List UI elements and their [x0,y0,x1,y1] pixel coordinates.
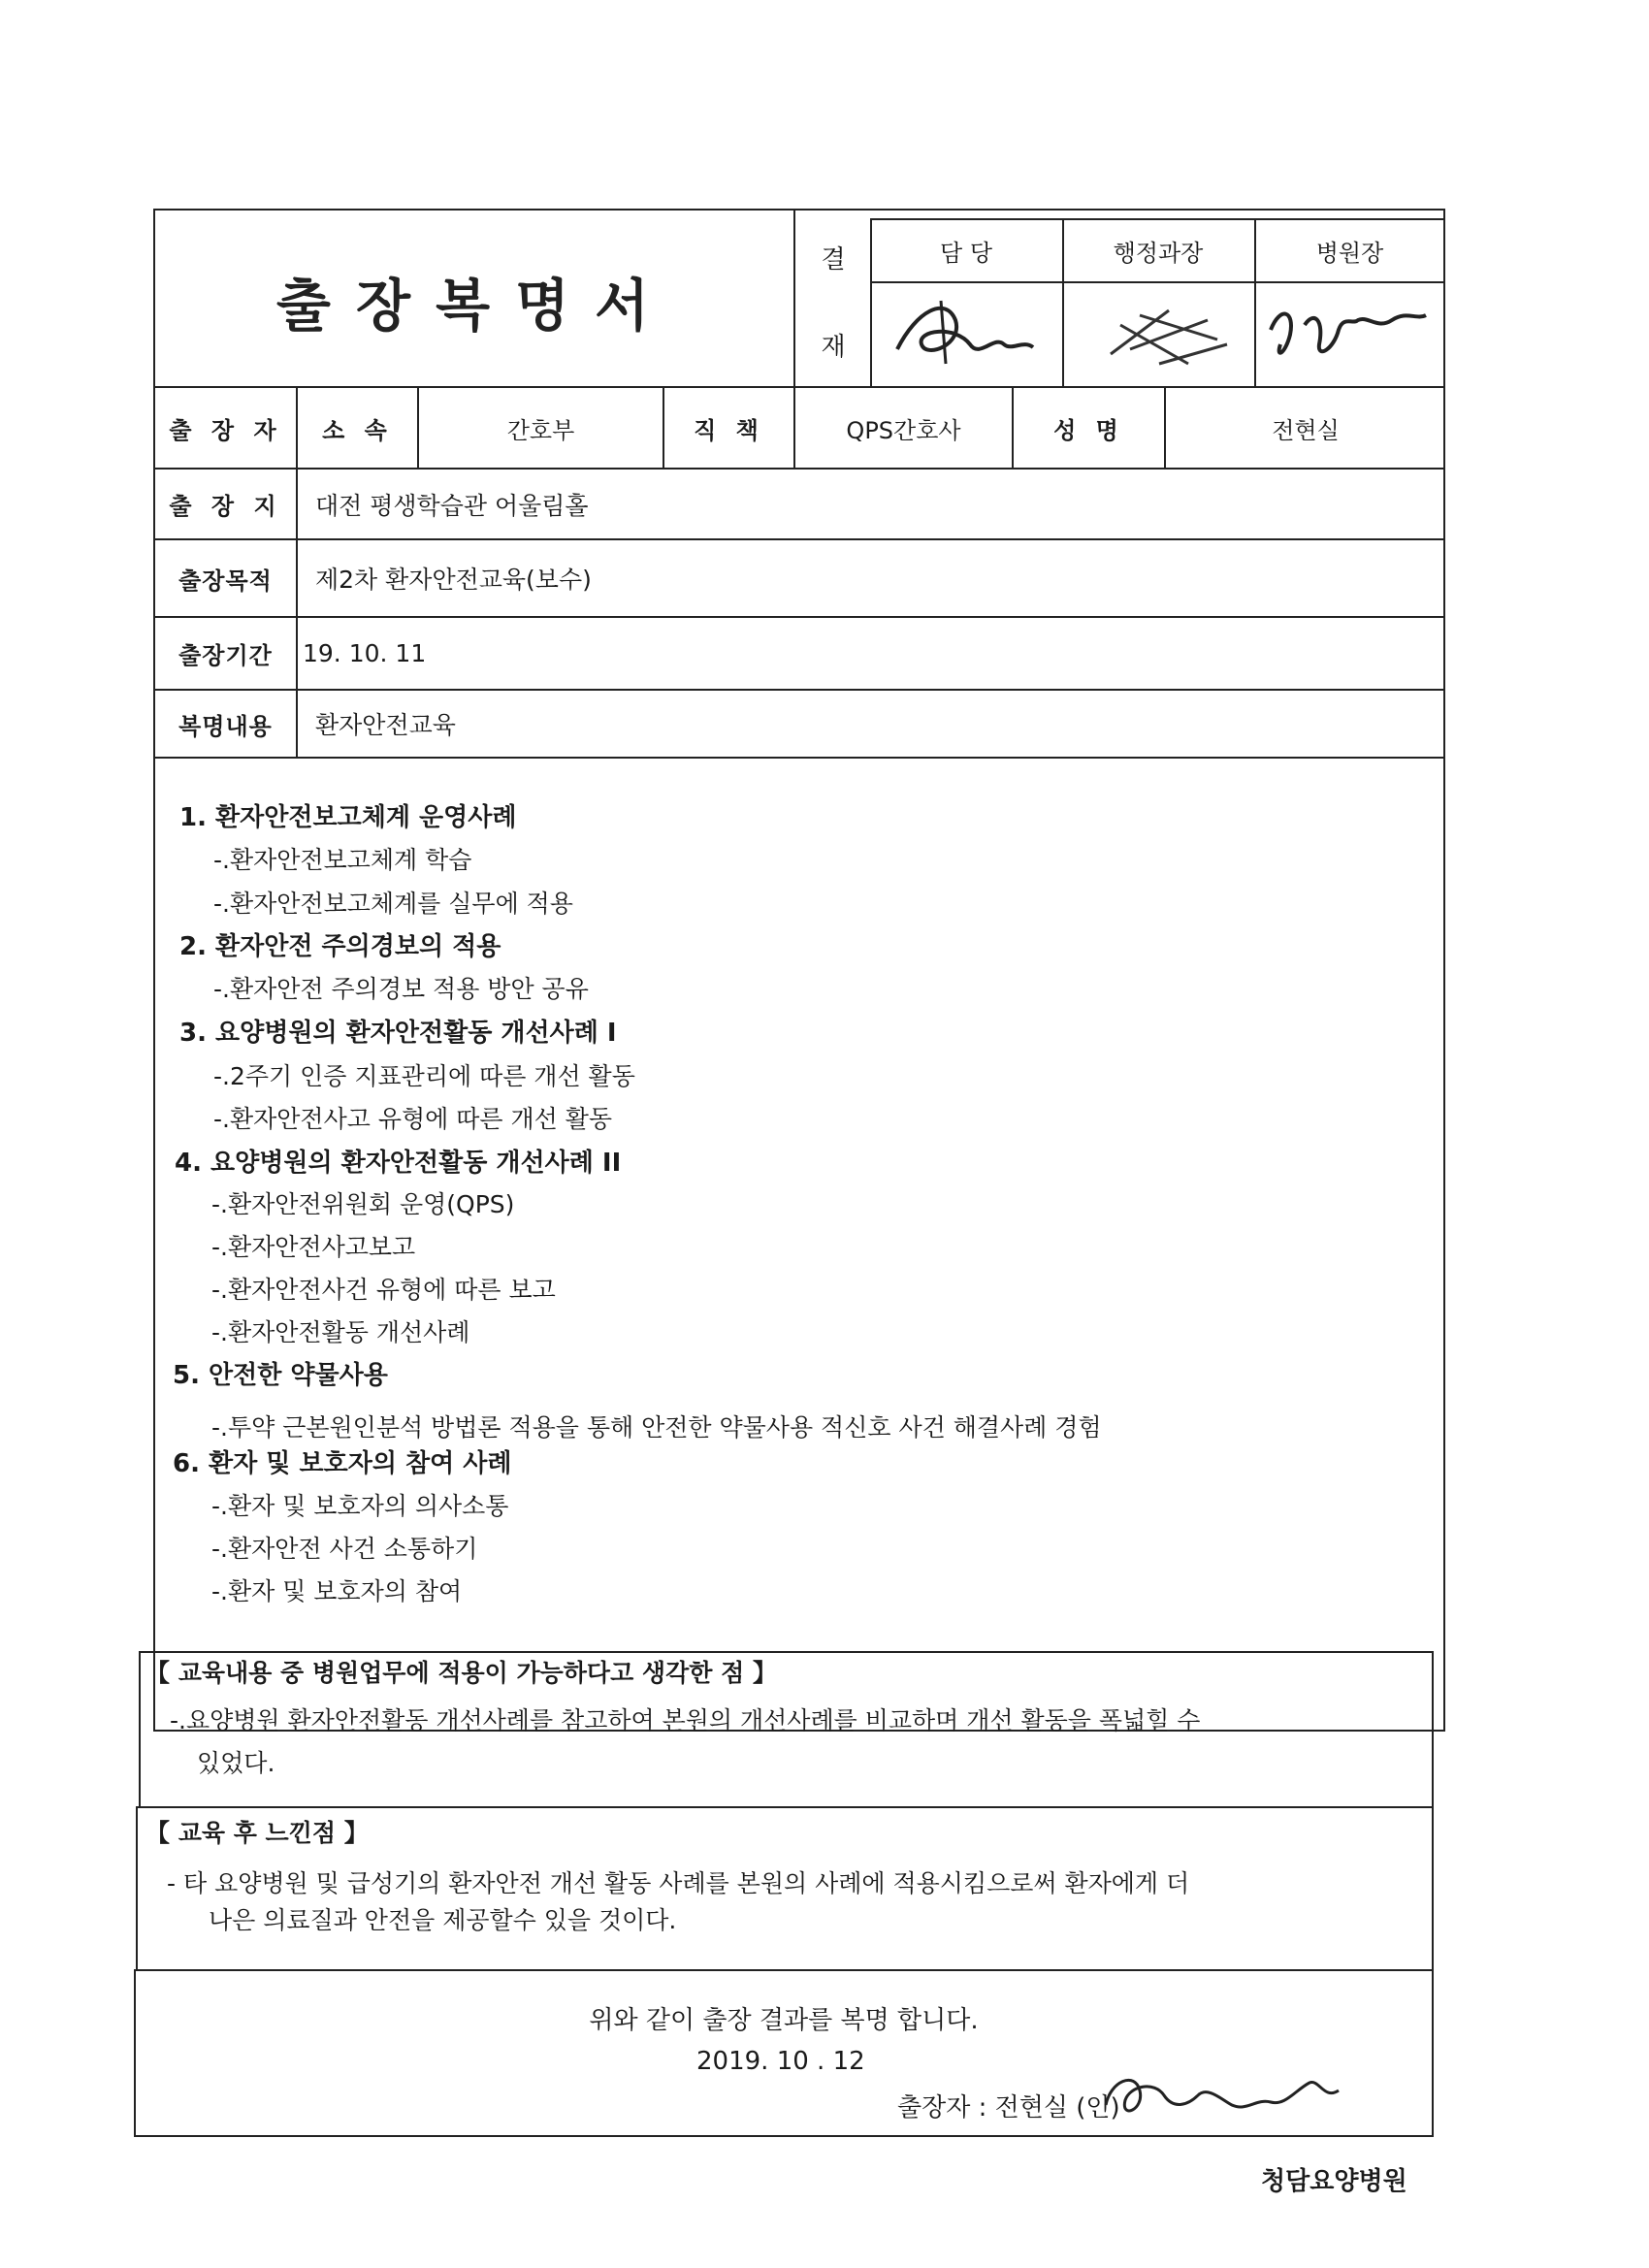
report-label: 복명내용 [178,712,273,740]
position-value: QPS간호사 [846,416,961,444]
content-sub: -.2주기 인증 지표관리에 따른 개선 활동 [213,1062,635,1090]
content-heading-6: 6. 환자 및 보호자의 참여 사례 [173,1449,512,1478]
name-label: 성 명 [1053,416,1124,444]
content-sub: -.환자안전 주의경보 적용 방안 공유 [213,975,589,1003]
applicable-heading: 【 교육내용 중 병원업무에 적용이 가능하다고 생각한 점 】 [146,1659,777,1687]
approval-role-director: 병원장 [1315,239,1384,267]
divider [870,281,1445,283]
content-sub: -.환자안전활동 개선사례 [211,1318,470,1346]
approval-label-bottom: 재 [821,332,846,362]
content-heading-1: 1. 환자안전보고체계 운영사례 [179,803,517,832]
content-sub: -.환자안전사고 유형에 따른 개선 활동 [213,1105,613,1133]
content-heading-4: 4. 요양병원의 환자안전활동 개선사례 II [175,1149,622,1178]
purpose-label: 출장목적 [178,567,273,595]
closing-date: 2019. 10 . 12 [696,2047,865,2076]
position-label: 직 책 [694,416,764,444]
traveler-label: 출 장 자 [169,416,282,444]
content-sub: -.환자안전보고체계 학습 [213,846,472,874]
signature-director [1261,291,1436,378]
signature-staff [888,291,1043,378]
content-sub: -.환자안전위원회 운영(QPS) [211,1190,515,1218]
content-sub: -.환자 및 보호자의 의사소통 [211,1492,509,1520]
impressions-line: 나은 의료질과 안전을 제공할수 있을 것이다. [209,1906,677,1934]
impressions-heading: 【 교육 후 느낀점 】 [146,1819,369,1847]
signature-traveler [1096,2061,1348,2129]
content-sub: -.환자안전보고체계를 실무에 적용 [213,890,573,918]
destination-value: 대전 평생학습관 어울림홀 [315,491,589,520]
period-value: 19. 10. 11 [303,639,427,667]
closing-signer: 출장자 : 전현실 (인) [897,2093,1120,2122]
content-sub: -.환자안전 사건 소통하기 [211,1535,478,1563]
affiliation-value: 간호부 [506,416,575,444]
content-sub: -.환자안전사고보고 [211,1233,416,1261]
content-sub: -.환자 및 보호자의 참여 [211,1577,463,1605]
page-title: 출장복명서 [275,273,675,339]
content-heading-2: 2. 환자안전 주의경보의 적용 [179,932,501,961]
report-value: 환자안전교육 [315,711,456,739]
name-value: 전현실 [1272,416,1340,444]
approval-role-admin-head: 행정과장 [1113,239,1204,267]
approval-label-top: 결 [821,244,846,275]
hospital-name: 청담요양병원 [1261,2167,1407,2196]
applicable-line: 있었다. [197,1749,275,1777]
purpose-value: 제2차 환자안전교육(보수) [315,566,592,594]
period-label: 출장기간 [178,642,273,669]
content-sub: -.환자안전사건 유형에 따른 보고 [211,1276,556,1304]
affiliation-label: 소 속 [322,416,393,444]
divider [153,757,1445,759]
content-heading-5: 5. 안전한 약물사용 [173,1361,388,1390]
closing-statement: 위와 같이 출장 결과를 복명 합니다. [589,2006,979,2035]
content-sub: -.투약 근본원인분석 방법론 적용을 통해 안전한 약물사용 적신호 사건 해결사례 경험 [211,1413,1102,1442]
content-heading-3: 3. 요양병원의 환자안전활동 개선사례 I [179,1019,617,1048]
destination-label: 출 장 지 [169,493,282,520]
signature-admin-head [1101,296,1246,373]
approval-role-staff: 담 당 [940,239,992,267]
applicable-line: -.요양병원 환자안전활동 개선사례를 참고하여 본원의 개선사례를 비교하며 개선 활동을 폭넓힐 수 [170,1706,1201,1734]
impressions-line: - 타 요양병원 및 급성기의 환자안전 개선 활동 사례를 본원의 사례에 적용시킴으로써 환자에게 더 [167,1869,1190,1897]
